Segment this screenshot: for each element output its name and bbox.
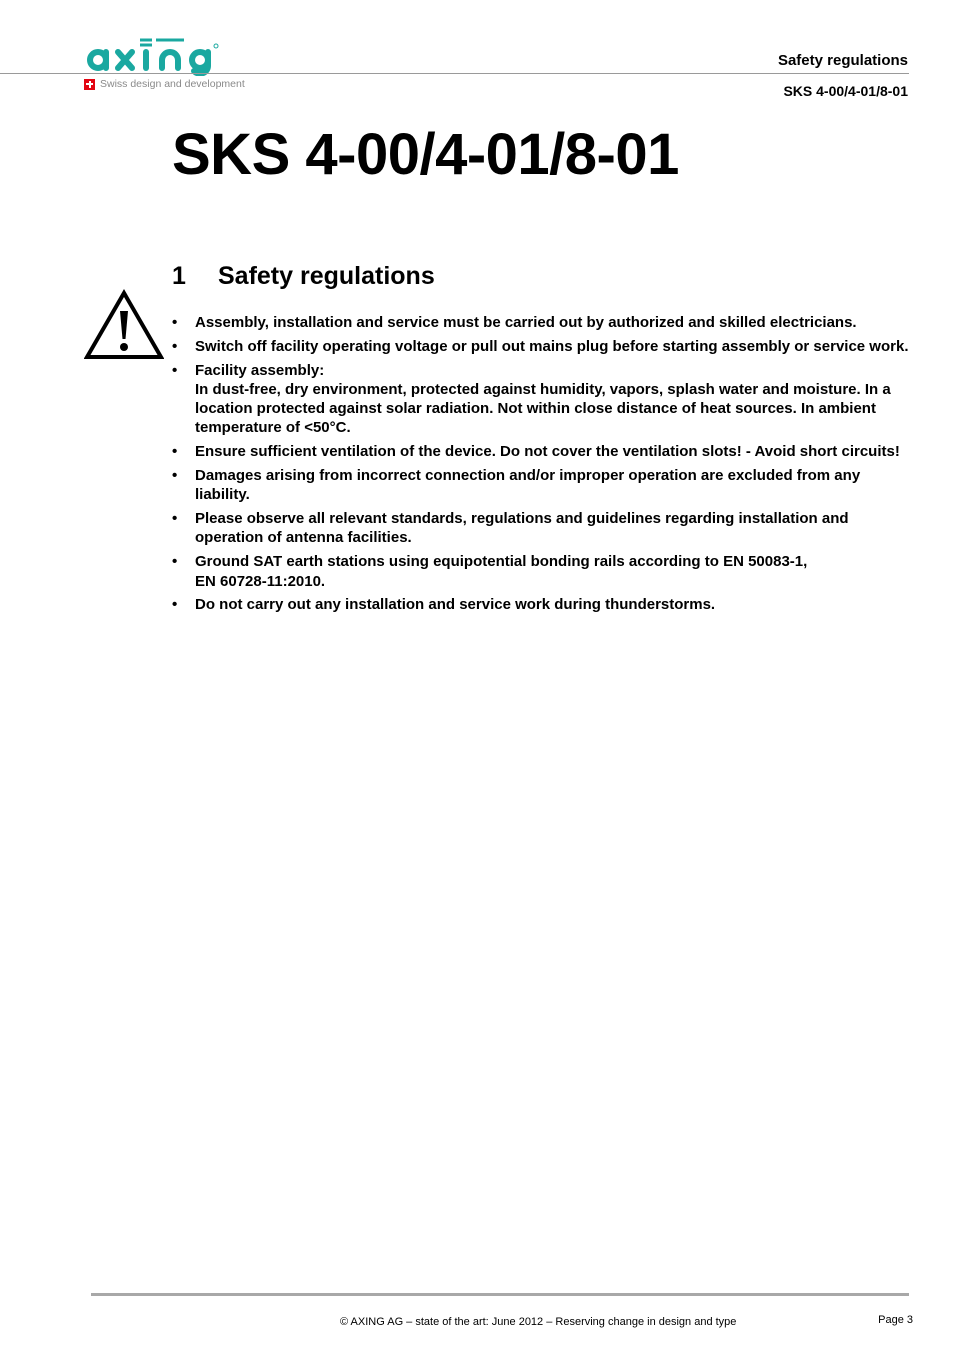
bullet-marker: • [172, 553, 178, 571]
header-section-title: Safety regulations [777, 52, 908, 69]
section-number: 1 [172, 262, 186, 290]
header-model: SKS 4-00/4-01/8-01 [783, 83, 908, 99]
footer-copyright: © AXING AG – state of the art: June 2012 – Reserving change in design and type [340, 1316, 737, 1328]
footer-divider [91, 1293, 909, 1296]
safety-rule-text: Please observe all relevant standards, regulations and guidelines regarding installation and operation of antenna facilities. [195, 510, 849, 547]
safety-rule-item [172, 509, 912, 548]
safety-rule-item [172, 337, 912, 356]
safety-rule-text: Switch off facility operating voltage or pull out mains plug before starting assembly or service work. [195, 337, 909, 355]
safety-rule-text: Facility assembly: [195, 361, 325, 379]
bullet-marker: • [172, 361, 178, 379]
axing-logo-graphic [84, 36, 254, 76]
safety-rule-text: In dust-free, dry environment, protected against humidity, vapors, splash water and moisture. In a location protected against solar radiation. Not within close distance of heat sources. In ambient temperature of <50°C. [195, 380, 891, 437]
safety-rule-text: Damages arising from incorrect connection and/or improper operation are excluded from any liability. [195, 467, 861, 504]
tagline-text: Swiss design and development [100, 78, 245, 90]
safety-rule-item [172, 466, 912, 505]
safety-rule-item [172, 595, 912, 614]
swiss-flag-icon [84, 79, 95, 90]
safety-rule-text: Do not carry out any installation and service work during thunderstorms. [195, 596, 716, 614]
page-number: Page 3 [878, 1314, 913, 1326]
safety-rule-item [172, 313, 912, 332]
brand-tagline [84, 78, 245, 90]
header-divider [0, 73, 909, 74]
section-title: Safety regulations [218, 262, 435, 290]
safety-rule-text: Ground SAT earth stations using equipotential bonding rails according to EN 50083-1, [195, 553, 808, 571]
bullet-marker: • [172, 337, 178, 355]
safety-rule-item [172, 552, 912, 591]
section-heading [172, 261, 435, 291]
document-title: SKS 4-00/4-01/8-01 [172, 122, 679, 187]
bullet-marker: • [172, 443, 178, 461]
safety-rule-item [172, 442, 912, 461]
warning-icon [84, 289, 164, 361]
bullet-marker: • [172, 467, 178, 485]
safety-rule-item [172, 361, 912, 438]
bullet-marker: • [172, 596, 178, 614]
bullet-marker: • [172, 510, 178, 528]
safety-rule-text: EN 60728-11:2010. [195, 572, 326, 590]
safety-rules-list [172, 313, 912, 619]
bullet-marker: • [172, 314, 178, 331]
safety-rule-text: Assembly, installation and service must be carried out by authorized and skilled electricians. [195, 314, 857, 331]
safety-rule-text: Ensure sufficient ventilation of the device. Do not cover the ventilation slots! - Avoid short circuits! [195, 443, 900, 461]
